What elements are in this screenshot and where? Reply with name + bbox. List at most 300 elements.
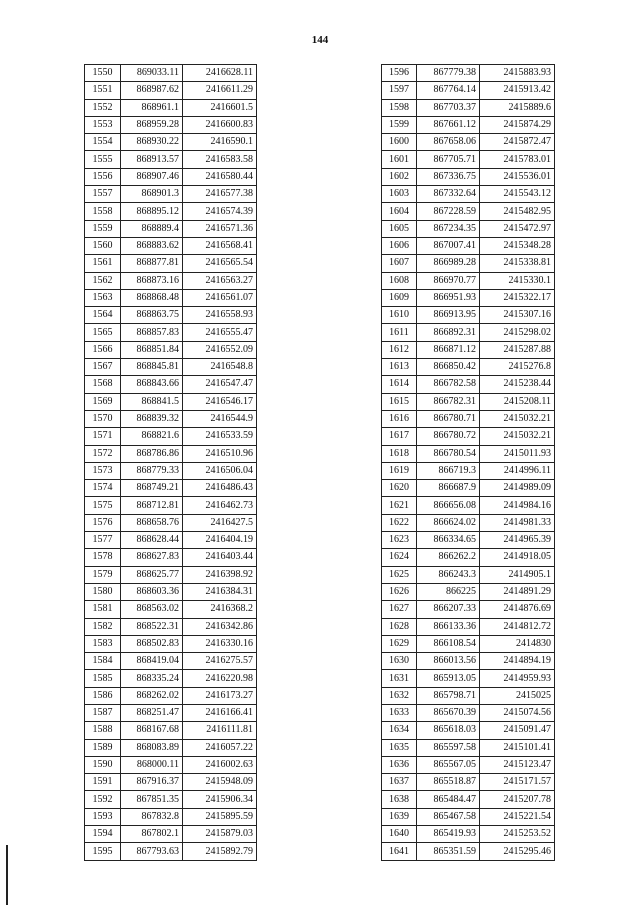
y-coordinate-cell: 2415295.46 [480,843,555,860]
coordinate-table-left-body [85,65,257,861]
x-coordinate-cell: 868522.31 [121,618,183,635]
point-number-cell: 1571 [85,428,121,445]
point-number-cell: 1629 [382,635,417,652]
x-coordinate-cell: 867658.06 [417,134,480,151]
y-coordinate-cell: 2416462.73 [183,497,257,514]
point-number-cell: 1636 [382,756,417,773]
y-coordinate-cell: 2415032.21 [480,428,555,445]
table-row [85,255,257,272]
x-coordinate-cell: 865419.93 [417,826,480,843]
table-row [382,497,555,514]
point-number-cell: 1623 [382,532,417,549]
y-coordinate-cell: 2415892.79 [183,843,257,860]
table-row [382,376,555,393]
y-coordinate-cell: 2415287.88 [480,341,555,358]
table-row [85,635,257,652]
point-number-cell: 1586 [85,687,121,704]
table-row [85,670,257,687]
y-coordinate-cell: 2416547.47 [183,376,257,393]
point-number-cell: 1580 [85,583,121,600]
table-row [382,808,555,825]
y-coordinate-cell: 2416275.57 [183,653,257,670]
x-coordinate-cell: 866262.2 [417,549,480,566]
x-coordinate-cell: 868083.89 [121,739,183,756]
x-coordinate-cell: 868502.83 [121,635,183,652]
point-number-cell: 1590 [85,756,121,773]
x-coordinate-cell: 865670.39 [417,704,480,721]
point-number-cell: 1617 [382,428,417,445]
y-coordinate-cell: 2416002.63 [183,756,257,773]
point-number-cell: 1635 [382,739,417,756]
point-number-cell: 1566 [85,341,121,358]
x-coordinate-cell: 868913.57 [121,151,183,168]
x-coordinate-cell: 866780.71 [417,410,480,427]
y-coordinate-cell: 2415276.8 [480,359,555,376]
point-number-cell: 1624 [382,549,417,566]
table-row [85,653,257,670]
table-row [382,324,555,341]
x-coordinate-cell: 866913.95 [417,307,480,324]
y-coordinate-cell: 2415253.52 [480,826,555,843]
point-number-cell: 1567 [85,359,121,376]
x-coordinate-cell: 867336.75 [417,168,480,185]
x-coordinate-cell: 868251.47 [121,704,183,721]
y-coordinate-cell: 2416173.27 [183,687,257,704]
x-coordinate-cell: 868749.21 [121,480,183,497]
x-coordinate-cell: 868889.4 [121,220,183,237]
table-row [85,116,257,133]
point-number-cell: 1602 [382,168,417,185]
x-coordinate-cell: 868839.32 [121,410,183,427]
y-coordinate-cell: 2414894.19 [480,653,555,670]
x-coordinate-cell: 868863.75 [121,307,183,324]
y-coordinate-cell: 2415238.44 [480,376,555,393]
table-row [382,791,555,808]
y-coordinate-cell: 2416565.54 [183,255,257,272]
table-row [85,601,257,618]
y-coordinate-cell: 2414905.1 [480,566,555,583]
table-row [382,704,555,721]
y-coordinate-cell: 2414959.93 [480,670,555,687]
point-number-cell: 1612 [382,341,417,358]
table-row [85,532,257,549]
table-row [85,480,257,497]
x-coordinate-cell: 868877.81 [121,255,183,272]
point-number-cell: 1609 [382,289,417,306]
x-coordinate-cell: 865484.47 [417,791,480,808]
y-coordinate-cell: 2415032.21 [480,410,555,427]
y-coordinate-cell: 2416166.41 [183,704,257,721]
x-coordinate-cell: 867661.12 [417,116,480,133]
y-coordinate-cell: 2414891.29 [480,583,555,600]
point-number-cell: 1603 [382,186,417,203]
point-number-cell: 1573 [85,462,121,479]
point-number-cell: 1552 [85,99,121,116]
y-coordinate-cell: 2415330.1 [480,272,555,289]
point-number-cell: 1620 [382,480,417,497]
table-row [382,756,555,773]
point-number-cell: 1627 [382,601,417,618]
y-coordinate-cell: 2415207.78 [480,791,555,808]
point-number-cell: 1595 [85,843,121,860]
point-number-cell: 1558 [85,203,121,220]
table-row [85,756,257,773]
point-number-cell: 1613 [382,359,417,376]
x-coordinate-cell: 868625.77 [121,566,183,583]
y-coordinate-cell: 2416342.86 [183,618,257,635]
point-number-cell: 1614 [382,376,417,393]
table-row [382,151,555,168]
x-coordinate-cell: 868987.62 [121,82,183,99]
y-coordinate-cell: 2416057.22 [183,739,257,756]
y-coordinate-cell: 2416506.04 [183,462,257,479]
point-number-cell: 1594 [85,826,121,843]
x-coordinate-cell: 867832.8 [121,808,183,825]
table-row [85,324,257,341]
y-coordinate-cell: 2416563.27 [183,272,257,289]
point-number-cell: 1625 [382,566,417,583]
table-row [382,99,555,116]
table-row [85,704,257,721]
x-coordinate-cell: 866782.31 [417,393,480,410]
point-number-cell: 1600 [382,134,417,151]
y-coordinate-cell: 2415123.47 [480,756,555,773]
y-coordinate-cell: 2415879.03 [183,826,257,843]
y-coordinate-cell: 2414812.72 [480,618,555,635]
y-coordinate-cell: 2414965.39 [480,532,555,549]
x-coordinate-cell: 867703.37 [417,99,480,116]
table-row [382,289,555,306]
point-number-cell: 1641 [382,843,417,860]
y-coordinate-cell: 2416220.98 [183,670,257,687]
x-coordinate-cell: 867916.37 [121,774,183,791]
y-coordinate-cell: 2415543.12 [480,186,555,203]
page-number: 144 [311,34,329,46]
table-row [85,514,257,531]
y-coordinate-cell: 2416601.5 [183,99,257,116]
point-number-cell: 1556 [85,168,121,185]
y-coordinate-cell: 2416330.16 [183,635,257,652]
x-coordinate-cell: 868658.76 [121,514,183,531]
table-row [382,583,555,600]
y-coordinate-cell: 2416583.58 [183,151,257,168]
y-coordinate-cell: 2416561.07 [183,289,257,306]
table-row [85,774,257,791]
table-row [382,653,555,670]
point-number-cell: 1605 [382,220,417,237]
x-coordinate-cell: 867705.71 [417,151,480,168]
x-coordinate-cell: 868000.11 [121,756,183,773]
y-coordinate-cell: 2415895.59 [183,808,257,825]
y-coordinate-cell: 2414918.05 [480,549,555,566]
x-coordinate-cell: 867332.64 [417,186,480,203]
y-coordinate-cell: 2415307.16 [480,307,555,324]
x-coordinate-cell: 866951.93 [417,289,480,306]
table-row [85,462,257,479]
x-coordinate-cell: 868868.48 [121,289,183,306]
y-coordinate-cell: 2416368.2 [183,601,257,618]
x-coordinate-cell: 866133.36 [417,618,480,635]
table-row [85,739,257,756]
x-coordinate-cell: 868845.81 [121,359,183,376]
x-coordinate-cell: 866719.3 [417,462,480,479]
y-coordinate-cell: 2415221.54 [480,808,555,825]
point-number-cell: 1568 [85,376,121,393]
point-number-cell: 1588 [85,722,121,739]
x-coordinate-cell: 866782.58 [417,376,480,393]
point-number-cell: 1598 [382,99,417,116]
margin-rule [6,845,8,905]
table-row [382,722,555,739]
y-coordinate-cell: 2416398.92 [183,566,257,583]
y-coordinate-cell: 2416558.93 [183,307,257,324]
point-number-cell: 1621 [382,497,417,514]
point-number-cell: 1585 [85,670,121,687]
table-row [382,168,555,185]
x-coordinate-cell: 866624.02 [417,514,480,531]
point-number-cell: 1601 [382,151,417,168]
point-number-cell: 1638 [382,791,417,808]
y-coordinate-cell: 2415872.47 [480,134,555,151]
table-row [382,826,555,843]
table-row [382,255,555,272]
table-row [85,549,257,566]
x-coordinate-cell: 865518.87 [417,774,480,791]
point-number-cell: 1555 [85,151,121,168]
point-number-cell: 1608 [382,272,417,289]
table-row [85,393,257,410]
table-row [382,635,555,652]
point-number-cell: 1562 [85,272,121,289]
point-number-cell: 1610 [382,307,417,324]
table-row [85,566,257,583]
x-coordinate-cell: 867793.63 [121,843,183,860]
y-coordinate-cell: 2415208.11 [480,393,555,410]
point-number-cell: 1569 [85,393,121,410]
y-coordinate-cell: 2415171.57 [480,774,555,791]
table-row [85,168,257,185]
table-row [382,220,555,237]
y-coordinate-cell: 2415025 [480,687,555,704]
y-coordinate-cell: 2415482.95 [480,203,555,220]
point-number-cell: 1589 [85,739,121,756]
x-coordinate-cell: 868167.68 [121,722,183,739]
table-row [382,601,555,618]
table-row [85,203,257,220]
point-number-cell: 1637 [382,774,417,791]
point-number-cell: 1619 [382,462,417,479]
y-coordinate-cell: 2414996.11 [480,462,555,479]
y-coordinate-cell: 2416571.36 [183,220,257,237]
x-coordinate-cell: 866989.28 [417,255,480,272]
table-row [85,618,257,635]
x-coordinate-cell: 866225 [417,583,480,600]
y-coordinate-cell: 2415074.56 [480,704,555,721]
point-number-cell: 1611 [382,324,417,341]
y-coordinate-cell: 2414989.09 [480,480,555,497]
table-row [382,462,555,479]
point-number-cell: 1583 [85,635,121,652]
y-coordinate-cell: 2414876.69 [480,601,555,618]
table-row [382,410,555,427]
point-number-cell: 1561 [85,255,121,272]
point-number-cell: 1630 [382,653,417,670]
table-row [382,341,555,358]
x-coordinate-cell: 866780.54 [417,445,480,462]
point-number-cell: 1574 [85,480,121,497]
x-coordinate-cell: 868901.3 [121,186,183,203]
point-number-cell: 1597 [382,82,417,99]
x-coordinate-cell: 866207.33 [417,601,480,618]
point-number-cell: 1557 [85,186,121,203]
x-coordinate-cell: 866013.56 [417,653,480,670]
table-row [382,532,555,549]
table-row [382,116,555,133]
point-number-cell: 1632 [382,687,417,704]
x-coordinate-cell: 866871.12 [417,341,480,358]
y-coordinate-cell: 2415874.29 [480,116,555,133]
point-number-cell: 1628 [382,618,417,635]
y-coordinate-cell: 2416533.59 [183,428,257,445]
table-row [85,65,257,82]
x-coordinate-cell: 868857.83 [121,324,183,341]
point-number-cell: 1618 [382,445,417,462]
y-coordinate-cell: 2415322.17 [480,289,555,306]
y-coordinate-cell: 2416611.29 [183,82,257,99]
x-coordinate-cell: 868335.24 [121,670,183,687]
x-coordinate-cell: 866334.65 [417,532,480,549]
point-number-cell: 1553 [85,116,121,133]
point-number-cell: 1560 [85,237,121,254]
x-coordinate-cell: 866687.9 [417,480,480,497]
y-coordinate-cell: 2414981.33 [480,514,555,531]
y-coordinate-cell: 2416555.47 [183,324,257,341]
table-row [382,618,555,635]
table-row [85,410,257,427]
table-row [85,583,257,600]
coordinate-table-right [381,64,555,861]
table-row [85,376,257,393]
table-row [85,445,257,462]
table-row [85,722,257,739]
table-row [382,843,555,860]
table-row [382,203,555,220]
y-coordinate-cell: 2415298.02 [480,324,555,341]
point-number-cell: 1584 [85,653,121,670]
table-row [382,272,555,289]
y-coordinate-cell: 2416384.31 [183,583,257,600]
y-coordinate-cell: 2415091.47 [480,722,555,739]
point-number-cell: 1606 [382,237,417,254]
x-coordinate-cell: 868821.6 [121,428,183,445]
y-coordinate-cell: 2415913.42 [480,82,555,99]
x-coordinate-cell: 868843.66 [121,376,183,393]
y-coordinate-cell: 2415338.81 [480,255,555,272]
point-number-cell: 1615 [382,393,417,410]
x-coordinate-cell: 868419.04 [121,653,183,670]
x-coordinate-cell: 866970.77 [417,272,480,289]
point-number-cell: 1591 [85,774,121,791]
y-coordinate-cell: 2416486.43 [183,480,257,497]
table-row [382,514,555,531]
point-number-cell: 1577 [85,532,121,549]
point-number-cell: 1563 [85,289,121,306]
y-coordinate-cell: 2415101.41 [480,739,555,756]
point-number-cell: 1640 [382,826,417,843]
point-number-cell: 1626 [382,583,417,600]
y-coordinate-cell: 2416548.8 [183,359,257,376]
x-coordinate-cell: 866243.3 [417,566,480,583]
point-number-cell: 1587 [85,704,121,721]
table-row [382,566,555,583]
x-coordinate-cell: 865351.59 [417,843,480,860]
table-row [382,428,555,445]
y-coordinate-cell: 2416580.44 [183,168,257,185]
table-row [382,549,555,566]
point-number-cell: 1575 [85,497,121,514]
x-coordinate-cell: 868563.02 [121,601,183,618]
x-coordinate-cell: 867764.14 [417,82,480,99]
y-coordinate-cell: 2416574.39 [183,203,257,220]
table-row [85,428,257,445]
point-number-cell: 1581 [85,601,121,618]
point-number-cell: 1582 [85,618,121,635]
y-coordinate-cell: 2416403.44 [183,549,257,566]
y-coordinate-cell: 2416404.19 [183,532,257,549]
y-coordinate-cell: 2415889.6 [480,99,555,116]
point-number-cell: 1592 [85,791,121,808]
y-coordinate-cell: 2416111.81 [183,722,257,739]
point-number-cell: 1550 [85,65,121,82]
x-coordinate-cell: 868628.44 [121,532,183,549]
x-coordinate-cell: 868262.02 [121,687,183,704]
table-row [382,65,555,82]
table-row [382,307,555,324]
x-coordinate-cell: 865467.58 [417,808,480,825]
x-coordinate-cell: 867228.59 [417,203,480,220]
y-coordinate-cell: 2415906.34 [183,791,257,808]
y-coordinate-cell: 2415472.97 [480,220,555,237]
y-coordinate-cell: 2415783.01 [480,151,555,168]
table-row [85,497,257,514]
x-coordinate-cell: 868841.5 [121,393,183,410]
x-coordinate-cell: 867007.41 [417,237,480,254]
table-row [382,134,555,151]
point-number-cell: 1622 [382,514,417,531]
y-coordinate-cell: 2416546.17 [183,393,257,410]
x-coordinate-cell: 868907.46 [121,168,183,185]
point-number-cell: 1639 [382,808,417,825]
table-row [85,687,257,704]
x-coordinate-cell: 865798.71 [417,687,480,704]
x-coordinate-cell: 865567.05 [417,756,480,773]
table-row [85,289,257,306]
table-row [382,82,555,99]
x-coordinate-cell: 866850.42 [417,359,480,376]
y-coordinate-cell: 2414830 [480,635,555,652]
point-number-cell: 1559 [85,220,121,237]
table-row [85,186,257,203]
y-coordinate-cell: 2416590.1 [183,134,257,151]
point-number-cell: 1551 [85,82,121,99]
x-coordinate-cell: 868712.81 [121,497,183,514]
table-row [382,670,555,687]
x-coordinate-cell: 868961.1 [121,99,183,116]
y-coordinate-cell: 2416552.09 [183,341,257,358]
point-number-cell: 1576 [85,514,121,531]
table-row [85,82,257,99]
x-coordinate-cell: 866892.31 [417,324,480,341]
